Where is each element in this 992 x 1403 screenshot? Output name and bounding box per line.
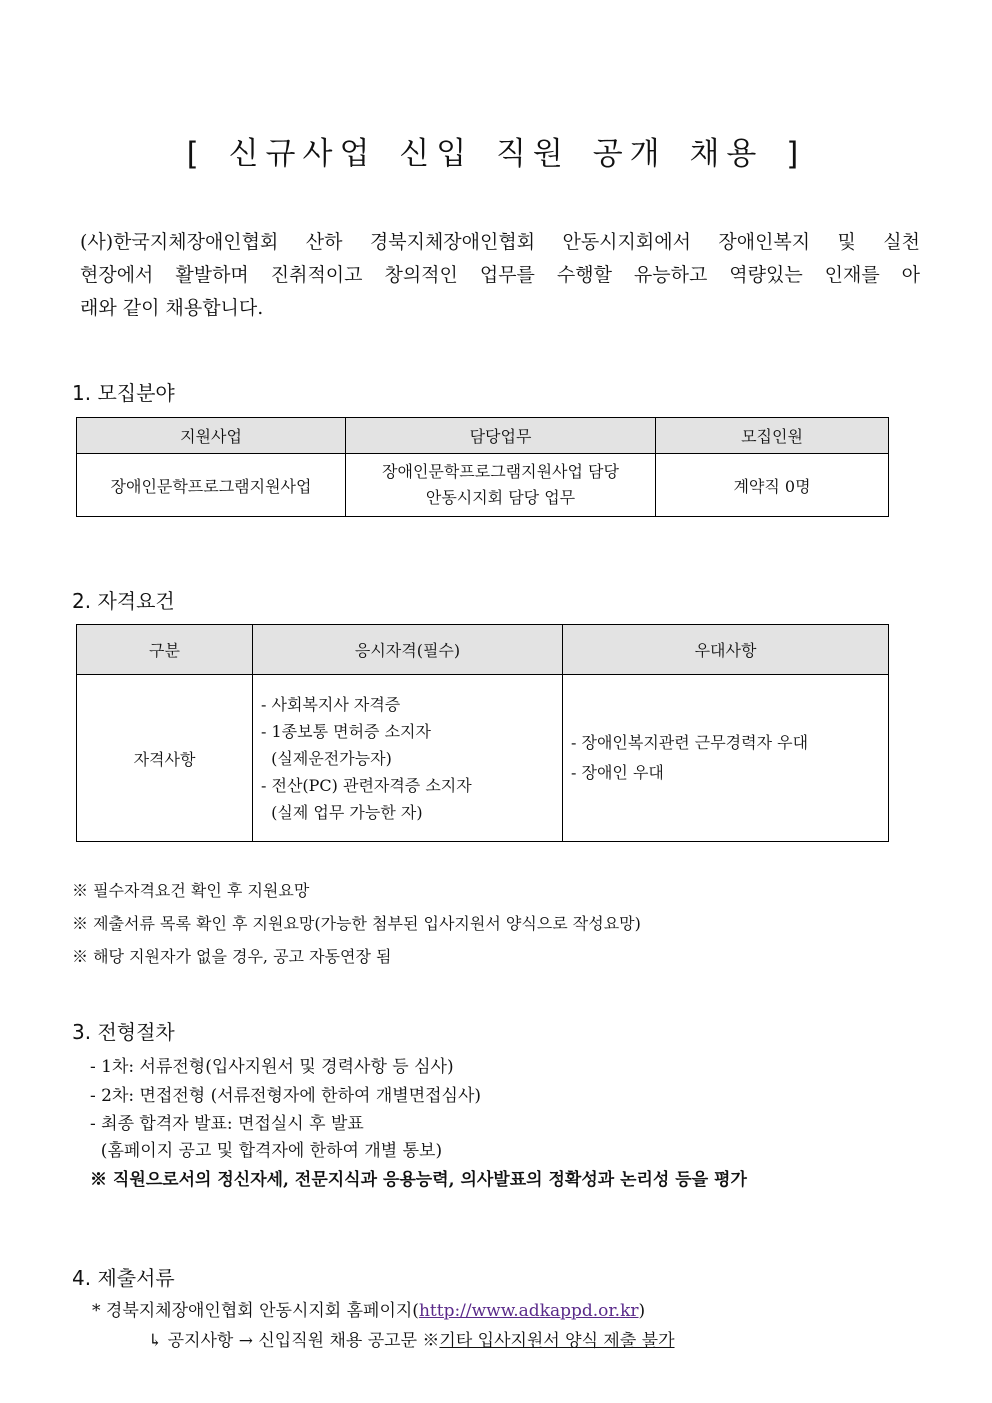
required-item: (실제운전가능자) — [261, 748, 392, 768]
section1-heading: 1. 모집분야 — [72, 381, 175, 405]
section2-heading: 2. 자격요건 — [72, 589, 175, 613]
preferred-list — [571, 728, 888, 788]
col-header-category: 구분 — [77, 625, 253, 675]
section4-heading: 4. 제출서류 — [72, 1266, 175, 1290]
preferred-item: - 장애인 우대 — [571, 763, 664, 782]
required-list — [261, 691, 562, 826]
cell-project: 장애인문학프로그램지원사업 — [77, 454, 346, 517]
documents-path: ↳ 공지사항 → 신입직원 채용 공고문 ※ — [148, 1331, 440, 1351]
documents-warning: 기타 입사지원서 양식 제출 불가 — [439, 1331, 675, 1351]
procedure-step: - 2차: 면접전형 (서류전형자에 한하여 개별면접심사) — [90, 1086, 482, 1106]
col-header-project: 지원사업 — [77, 418, 346, 454]
procedure-step: - 최종 합격자 발표: 면접실시 후 발표 — [90, 1114, 364, 1134]
cell-count: 계약직 0명 — [656, 454, 889, 517]
required-item: (실제 업무 가능한 자) — [261, 802, 423, 822]
cell-preferred — [563, 675, 889, 842]
col-header-preferred: 우대사항 — [563, 625, 889, 675]
documents-line-2 — [148, 1326, 675, 1351]
documents-prefix: * 경북지체장애인협회 안동시지회 홈페이지( — [92, 1301, 419, 1321]
col-header-count: 모집인원 — [656, 418, 889, 454]
col-header-duty: 담당업무 — [346, 418, 656, 454]
col-header-required: 응시자격(필수) — [253, 625, 563, 675]
documents-suffix: ) — [638, 1301, 646, 1321]
procedure-step: (홈페이지 공고 및 합격자에 한하여 개별 통보) — [90, 1141, 443, 1161]
note-line: ※ 필수자격요건 확인 후 지원요망 — [72, 881, 310, 900]
documents-line-1 — [92, 1296, 645, 1321]
cell-category: 자격사항 — [77, 675, 253, 842]
cell-required — [253, 675, 563, 842]
required-item: - 1종보통 면허증 소지자 — [261, 721, 431, 741]
homepage-link[interactable]: http://www.adkappd.or.kr — [418, 1301, 639, 1321]
cell-duty — [346, 454, 656, 517]
required-item: - 전산(PC) 관련자격증 소지자 — [261, 775, 472, 795]
preferred-item: - 장애인복지관련 근무경력자 우대 — [571, 733, 809, 752]
qualification-table — [76, 624, 889, 842]
evaluation-note: ※ 직원으로서의 정신자세, 전문지식과 응용능력, 의사발표의 정확성과 논리성 등을 평가 — [90, 1170, 747, 1190]
intro-paragraph — [80, 226, 920, 325]
intro-line-3: 래와 같이 채용합니다. — [80, 297, 264, 319]
intro-line-2: 현장에서 활발하며 진취적이고 창의적인 업무를 수행할 유능하고 역량있는 인재를 아 — [80, 264, 920, 286]
intro-line-1: (사)한국지체장애인협회 산하 경북지체장애인협회 안동시지회에서 장애인복지 및 실천 — [80, 231, 920, 253]
recruitment-table — [76, 417, 889, 517]
note-line: ※ 해당 지원자가 없을 경우, 공고 자동연장 됨 — [72, 947, 392, 966]
note-line: ※ 제출서류 목록 확인 후 지원요망(가능한 첨부된 입사지원서 양식으로 작성요망) — [72, 914, 641, 933]
required-item: - 사회복지사 자격증 — [261, 694, 401, 714]
section3-heading: 3. 전형절차 — [72, 1020, 175, 1044]
duty-line-1: 장애인문학프로그램지원사업 담당 — [382, 462, 619, 481]
procedure-step: - 1차: 서류전형(입사지원서 및 경력사항 등 심사) — [90, 1057, 454, 1077]
page-title: [ 신규사업 신입 직원 공개 채용 ] — [186, 136, 806, 172]
duty-line-2: 안동시지회 담당 업무 — [425, 488, 576, 507]
